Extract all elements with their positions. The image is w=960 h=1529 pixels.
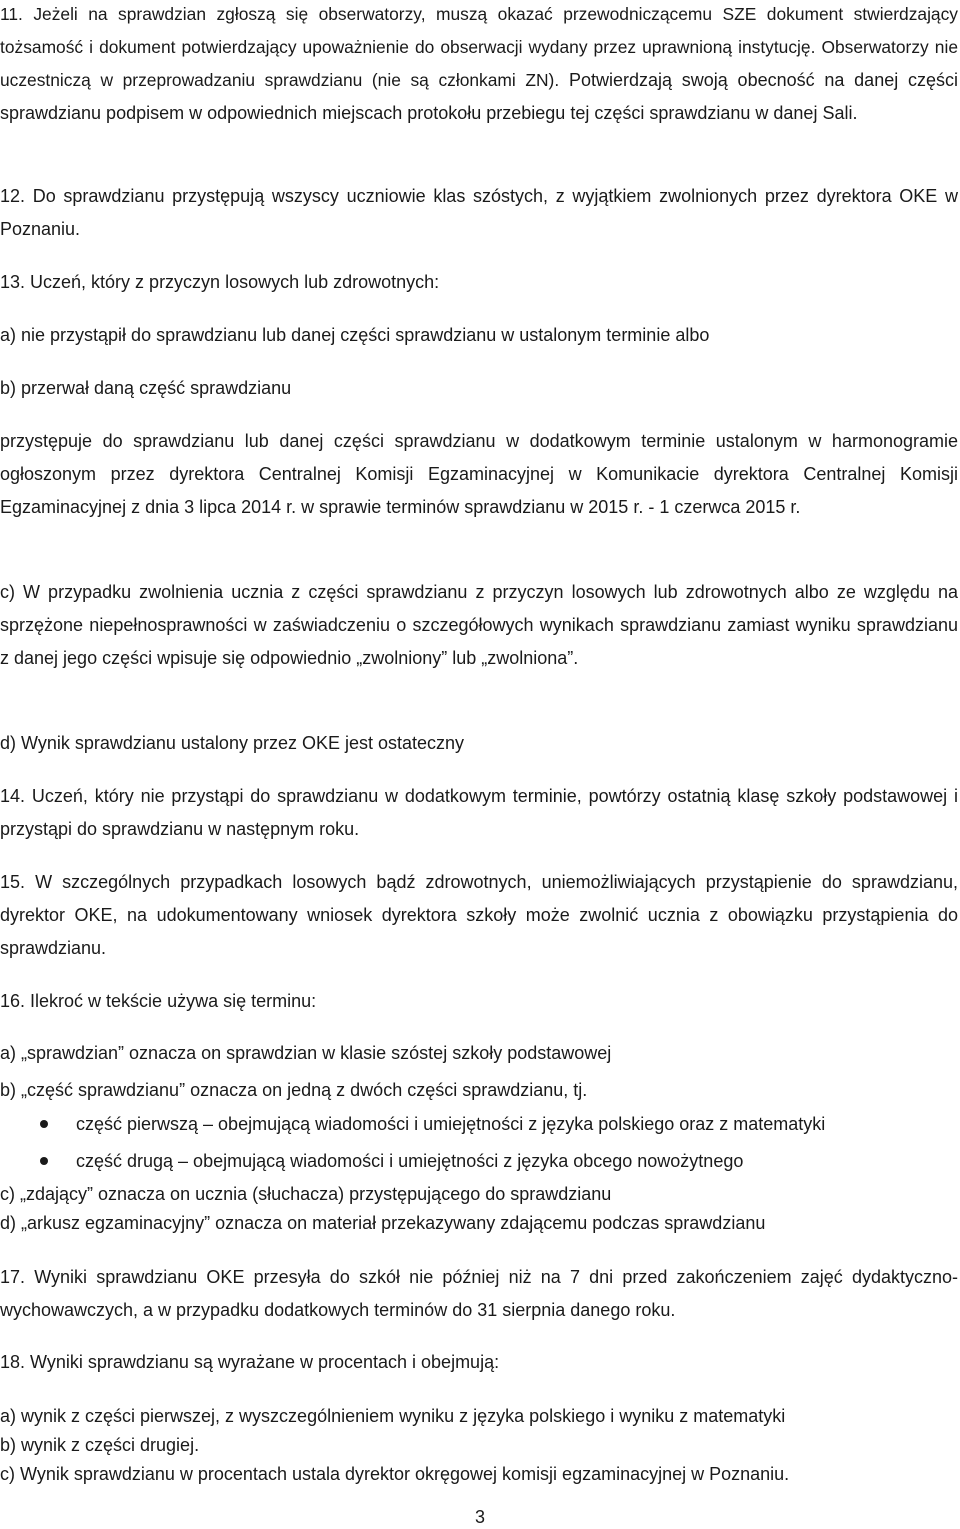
paragraph-13-item-c: c) W przypadku zwolnienia ucznia z części sprawdzianu z przyczyn losowych lub zdrowotnych albo ze względu na sprzężone niepełnosprawności w zaświadczeniu o szczegółowych wynikach sprawdzianu zamiast wyniku sprawdzianu z danej jego części wpisuje się odpowiednio „zwolniony” lub „zwolniona”. bbox=[0, 582, 958, 668]
paragraph-14: 14. Uczeń, który nie przystąpi do sprawdzianu w dodatkowym terminie, powtórzy ostatnią klasę szkoły podstawowej i przystąpi do sprawdzianu w następnym roku. bbox=[0, 786, 958, 839]
paragraph-13: 13. Uczeń, który z przyczyn losowych lub zdrowotnych: bbox=[0, 272, 440, 292]
paragraph-18-item-b: b) wynik z części drugiej. bbox=[0, 1435, 200, 1455]
paragraph-18-item-a: a) wynik z części pierwszej, z wyszczególnieniem wyniku z języka polskiego i wyniku z matematyki bbox=[0, 1406, 786, 1426]
paragraph-18-item-c: c) Wynik sprawdzianu w procentach ustala dyrektor okręgowej komisji egzaminacyjnej w Poznaniu. bbox=[0, 1464, 790, 1484]
bullet-dot-icon bbox=[40, 1157, 48, 1165]
paragraph-16-item-b: b) „część sprawdzianu” oznacza on jedną z dwóch części sprawdzianu, tj. bbox=[0, 1080, 588, 1100]
paragraph-18: 18. Wyniki sprawdzianu są wyrażane w procentach i obejmują: bbox=[0, 1352, 500, 1372]
bullet-dot-icon bbox=[40, 1120, 48, 1128]
paragraph-15: 15. W szczególnych przypadkach losowych bądź zdrowotnych, uniemożliwiających przystąpienie do sprawdzianu, dyrektor OKE, na udokumentowany wniosek dyrektora szkoły może zwolnić ucznia z obowiązku przystąpienia do sprawdzianu. bbox=[0, 872, 958, 958]
paragraph-13-continuation: przystępuje do sprawdzianu lub danej części sprawdzianu w dodatkowym terminie ustalonym w harmonogramie ogłoszonym przez dyrektora Centralnej Komisji Egzaminacyjnej w Komunikacie dyrektora Centralnej Komisji Egzaminacyjnej z dnia 3 lipca 2014 r. w sprawie terminów sprawdzianu w 2015 r. - 1 czerwca 2015 r. bbox=[0, 431, 958, 517]
paragraph-17: 17. Wyniki sprawdzianu OKE przesyła do szkół nie później niż na 7 dni przed zakończeniem zajęć dydaktyczno-wychowawczych, a w przypadku dodatkowych terminów do 31 sierpnia danego roku. bbox=[0, 1267, 958, 1320]
paragraph-16-item-a: a) „sprawdzian” oznacza on sprawdzian w klasie szóstej szkoły podstawowej bbox=[0, 1043, 612, 1063]
paragraph-16-item-d: d) „arkusz egzaminacyjny” oznacza on materiał przekazywany zdającemu podczas sprawdzianu bbox=[0, 1213, 766, 1233]
page-number: 3 bbox=[474, 1507, 485, 1527]
paragraph-16: 16. Ilekroć w tekście używa się terminu: bbox=[0, 991, 317, 1011]
paragraph-16-item-c: c) „zdający” oznacza on ucznia (słuchacza) przystępującego do sprawdzianu bbox=[0, 1184, 612, 1204]
paragraph-11 bbox=[0, 0, 958, 130]
bullet-item-2-text: część drugą – obejmującą wiadomości i umiejętności z języka obcego nowożytnego bbox=[76, 1151, 744, 1171]
paragraph-13-item-d: d) Wynik sprawdzianu ustalony przez OKE jest ostateczny bbox=[0, 733, 465, 753]
bullet-item-1-text: część pierwszą – obejmującą wiadomości i umiejętności z języka polskiego oraz z matematyki bbox=[76, 1114, 826, 1134]
paragraph-13-item-b: b) przerwał daną część sprawdzianu bbox=[0, 378, 292, 398]
paragraph-11-part-2: Potwierdzają swoją obecność na danej części sprawdzianu podpisem w odpowiednich miejscach protokołu przebiegu tej części sprawdzianu w danej Sali. bbox=[0, 70, 958, 123]
paragraph-11-part-1: 11. Jeżeli na sprawdzian zgłoszą się obserwatorzy, muszą okazać przewodniczącemu SZE dokument stwierdzający tożsamość i dokument potwierdzający upoważnienie do obserwacji wydany przez uprawnioną instytucję. Obserwatorzy nie uczestniczą w przeprowadzaniu sprawdzianu (nie są członkami ZN). bbox=[0, 4, 958, 90]
paragraph-13-item-a: a) nie przystąpił do sprawdzianu lub danej części sprawdzianu w ustalonym terminie albo bbox=[0, 325, 710, 345]
paragraph-12: 12. Do sprawdzianu przystępują wszyscy uczniowie klas szóstych, z wyjątkiem zwolnionych przez dyrektora OKE w Poznaniu. bbox=[0, 186, 958, 239]
